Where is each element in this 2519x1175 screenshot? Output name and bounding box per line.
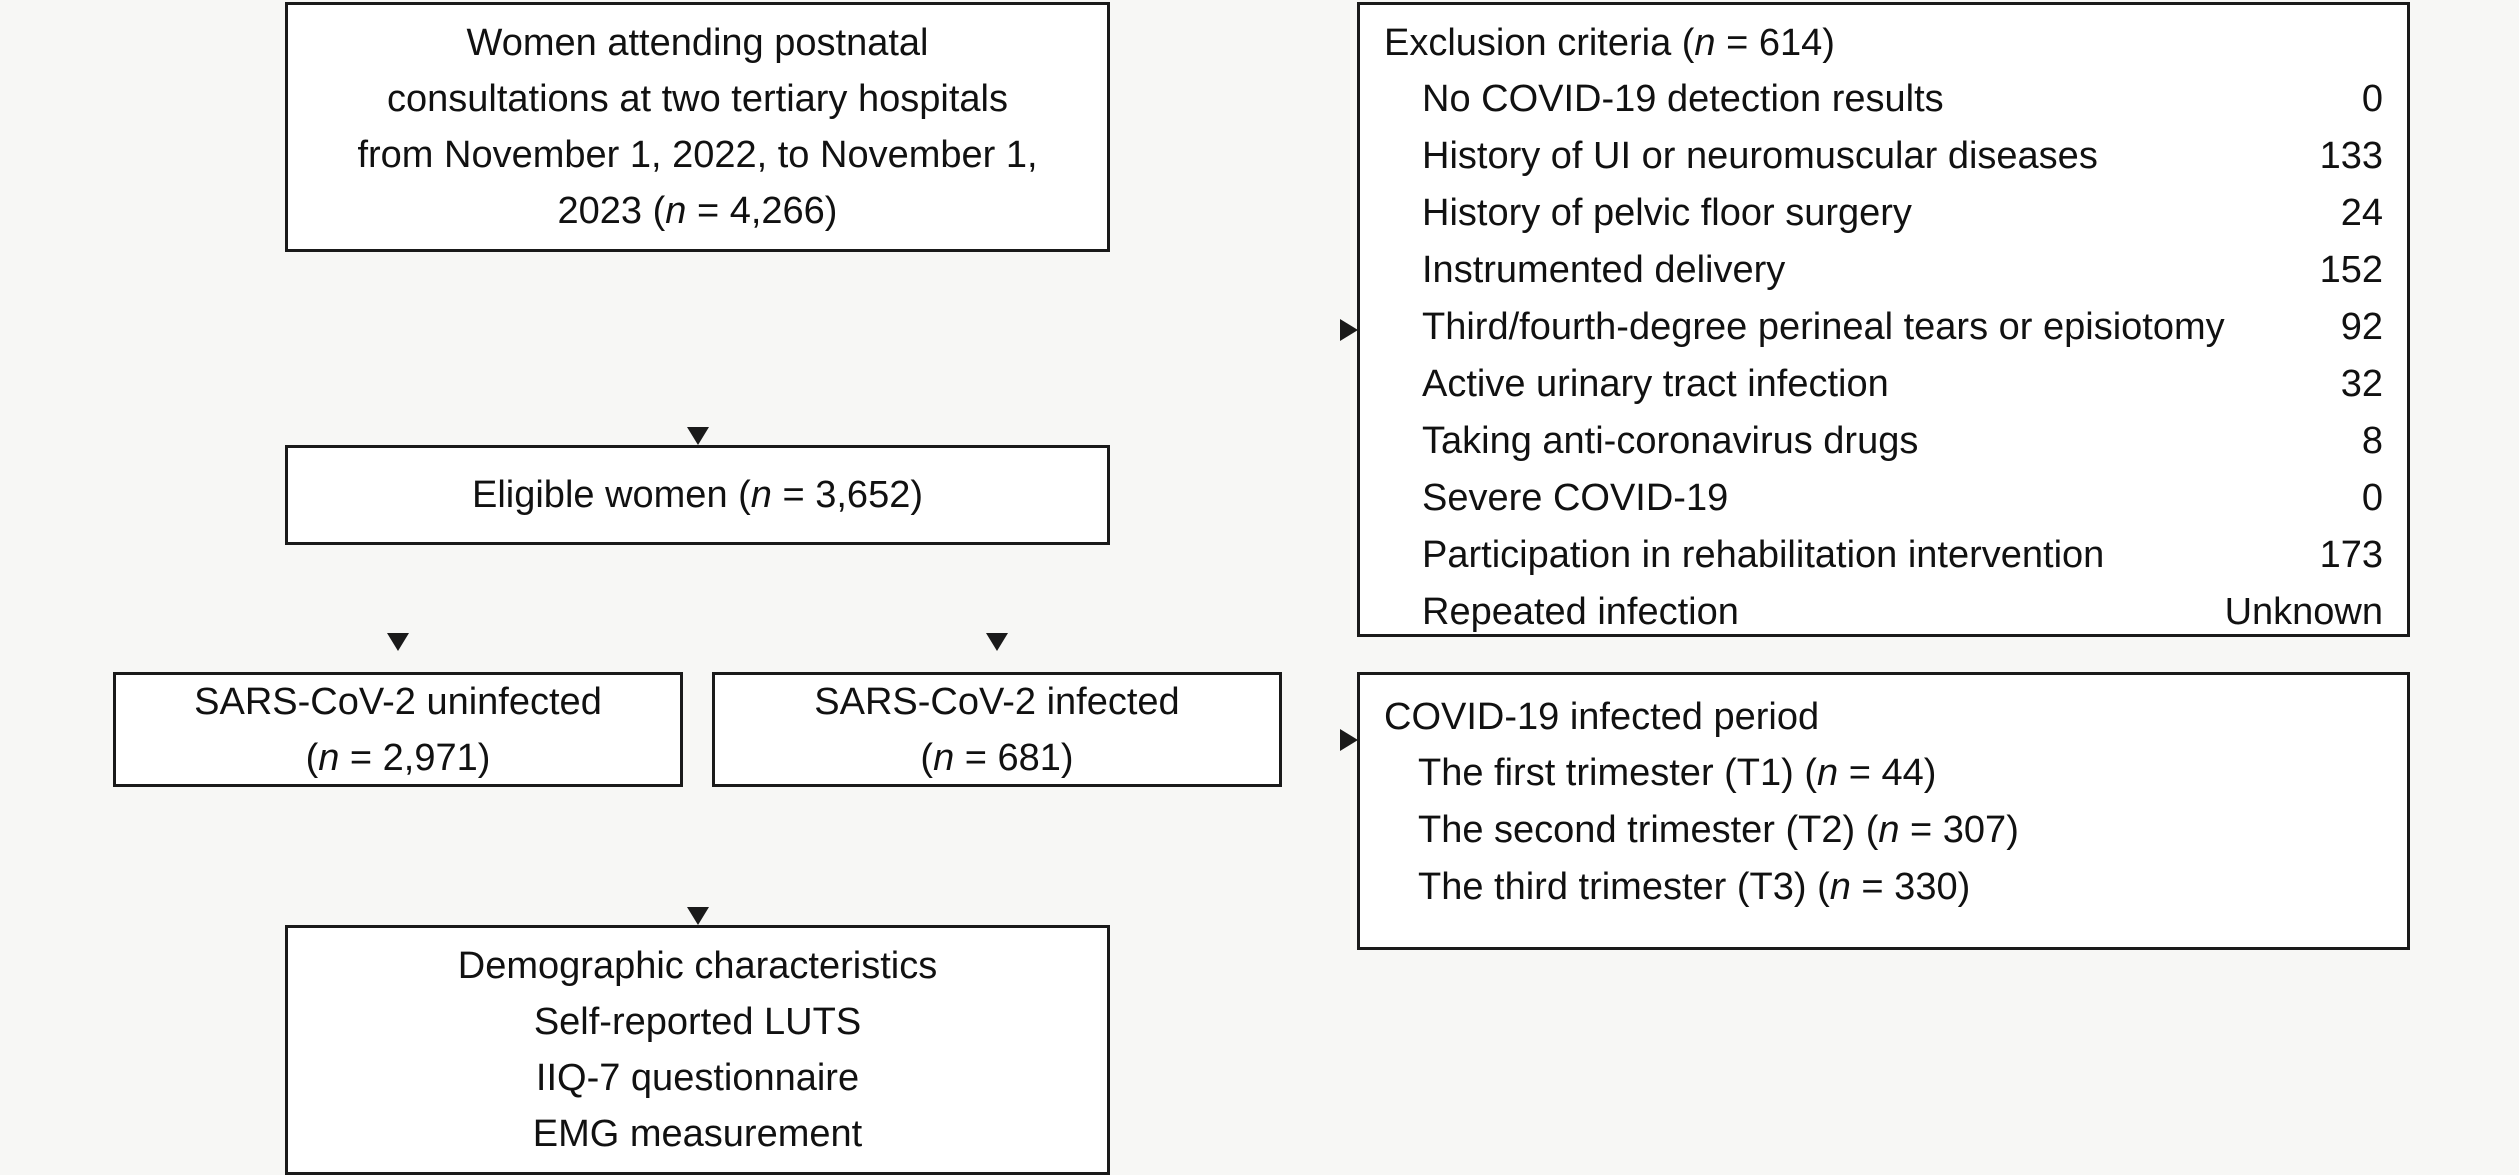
- arrow-to-uninfected: [387, 633, 409, 651]
- outcomes-line-3: IIQ-7 questionnaire: [535, 1057, 860, 1099]
- exclusion-item-label: History of UI or neuromuscular diseases: [1422, 135, 2098, 177]
- box-source-population: [285, 2, 1110, 252]
- exclusion-item-label: Taking anti-coronavirus drugs: [1422, 420, 1919, 462]
- exclusion-item-value: 173: [2319, 534, 2383, 576]
- infected-line-1: SARS-CoV-2 infected: [814, 680, 1180, 723]
- connector-eligible-down: [0, 193, 3, 241]
- panel-exclusion-criteria: [1357, 2, 2410, 637]
- panel-infected-period: [1357, 672, 2410, 950]
- exclusion-item-value: Unknown: [2224, 591, 2383, 633]
- arrow-source-to-eligible: [687, 427, 709, 445]
- eligible-women-text: Eligible women (n = 3,652): [472, 474, 923, 516]
- exclusion-item-label: Participation in rehabilitation intervention: [1422, 534, 2105, 576]
- source-population-line-4: 2023 (n = 4,266): [557, 190, 838, 232]
- source-population-line-3: from November 1, 2022, to November 1,: [357, 134, 1038, 176]
- exclusion-item-value: 8: [2361, 420, 2383, 462]
- connector-uninfected-down: [0, 357, 3, 432]
- exclusion-item: [1384, 71, 2383, 128]
- exclusion-item: [1384, 299, 2383, 356]
- arrow-to-outcomes: [687, 907, 709, 925]
- exclusion-item: [1384, 128, 2383, 185]
- connector-split-right: [0, 299, 3, 354]
- connector-infected-down: [0, 432, 3, 507]
- exclusion-item-label: No COVID-19 detection results: [1422, 78, 1944, 120]
- exclusion-heading: Exclusion criteria (n = 614): [1384, 22, 1835, 64]
- uninfected-line-2: (n = 2,971): [305, 736, 491, 779]
- box-eligible-women: [285, 445, 1110, 545]
- exclusion-item-value: 152: [2319, 249, 2383, 291]
- exclusion-item-value: 0: [2361, 78, 2383, 120]
- exclusion-item-label: Instrumented delivery: [1422, 249, 1786, 291]
- exclusion-item: [1384, 185, 2383, 242]
- connector-infected-to-period: [0, 354, 75, 357]
- exclusion-item: [1384, 527, 2383, 584]
- exclusion-item-label: History of pelvic floor surgery: [1422, 192, 1912, 234]
- connector-merge-down: [0, 510, 3, 570]
- arrow-to-infected-period: [1340, 729, 1358, 751]
- exclusion-item-label: Active urinary tract infection: [1422, 363, 1889, 405]
- exclusion-item: [1384, 584, 2383, 641]
- box-sars-infected: [712, 672, 1282, 787]
- exclusion-item: [1384, 413, 2383, 470]
- exclusion-item-label: Severe COVID-19: [1422, 477, 1729, 519]
- source-population-line-2: consultations at two tertiary hospitals: [387, 78, 1008, 120]
- infected-period-item: The third trimester (T3) (n = 330): [1418, 866, 1971, 908]
- outcomes-line-1: Demographic characteristics: [457, 945, 938, 987]
- box-outcomes: [285, 925, 1110, 1175]
- connector-source-to-eligible: [0, 0, 3, 190]
- arrow-to-exclusion: [1340, 319, 1358, 341]
- exclusion-item-value: 0: [2361, 477, 2383, 519]
- infected-period-item: The second trimester (T2) (n = 307): [1418, 809, 2019, 851]
- arrow-to-infected: [986, 633, 1008, 651]
- uninfected-line-1: SARS-CoV-2 uninfected: [194, 680, 602, 723]
- connector-split-left: [0, 244, 3, 299]
- exclusion-item: [1384, 242, 2383, 299]
- source-population-line-1: Women attending postnatal: [466, 22, 929, 64]
- box-sars-uninfected: [113, 672, 683, 787]
- exclusion-item-value: 92: [2340, 306, 2383, 348]
- infected-period-heading: COVID-19 infected period: [1384, 696, 1820, 738]
- exclusion-item-label: Repeated infection: [1422, 591, 1739, 633]
- outcomes-line-2: Self-reported LUTS: [533, 1001, 862, 1043]
- outcomes-line-4: EMG measurement: [532, 1113, 863, 1155]
- infected-line-2: (n = 681): [920, 736, 1074, 779]
- exclusion-item: [1384, 356, 2383, 413]
- exclusion-item-label: Third/fourth-degree perineal tears or episiotomy: [1422, 306, 2225, 348]
- exclusion-item: [1384, 470, 2383, 527]
- exclusion-item-value: 32: [2340, 363, 2383, 405]
- infected-period-item: The first trimester (T1) (n = 44): [1418, 752, 1937, 794]
- exclusion-item-value: 133: [2319, 135, 2383, 177]
- exclusion-item-value: 24: [2340, 192, 2383, 234]
